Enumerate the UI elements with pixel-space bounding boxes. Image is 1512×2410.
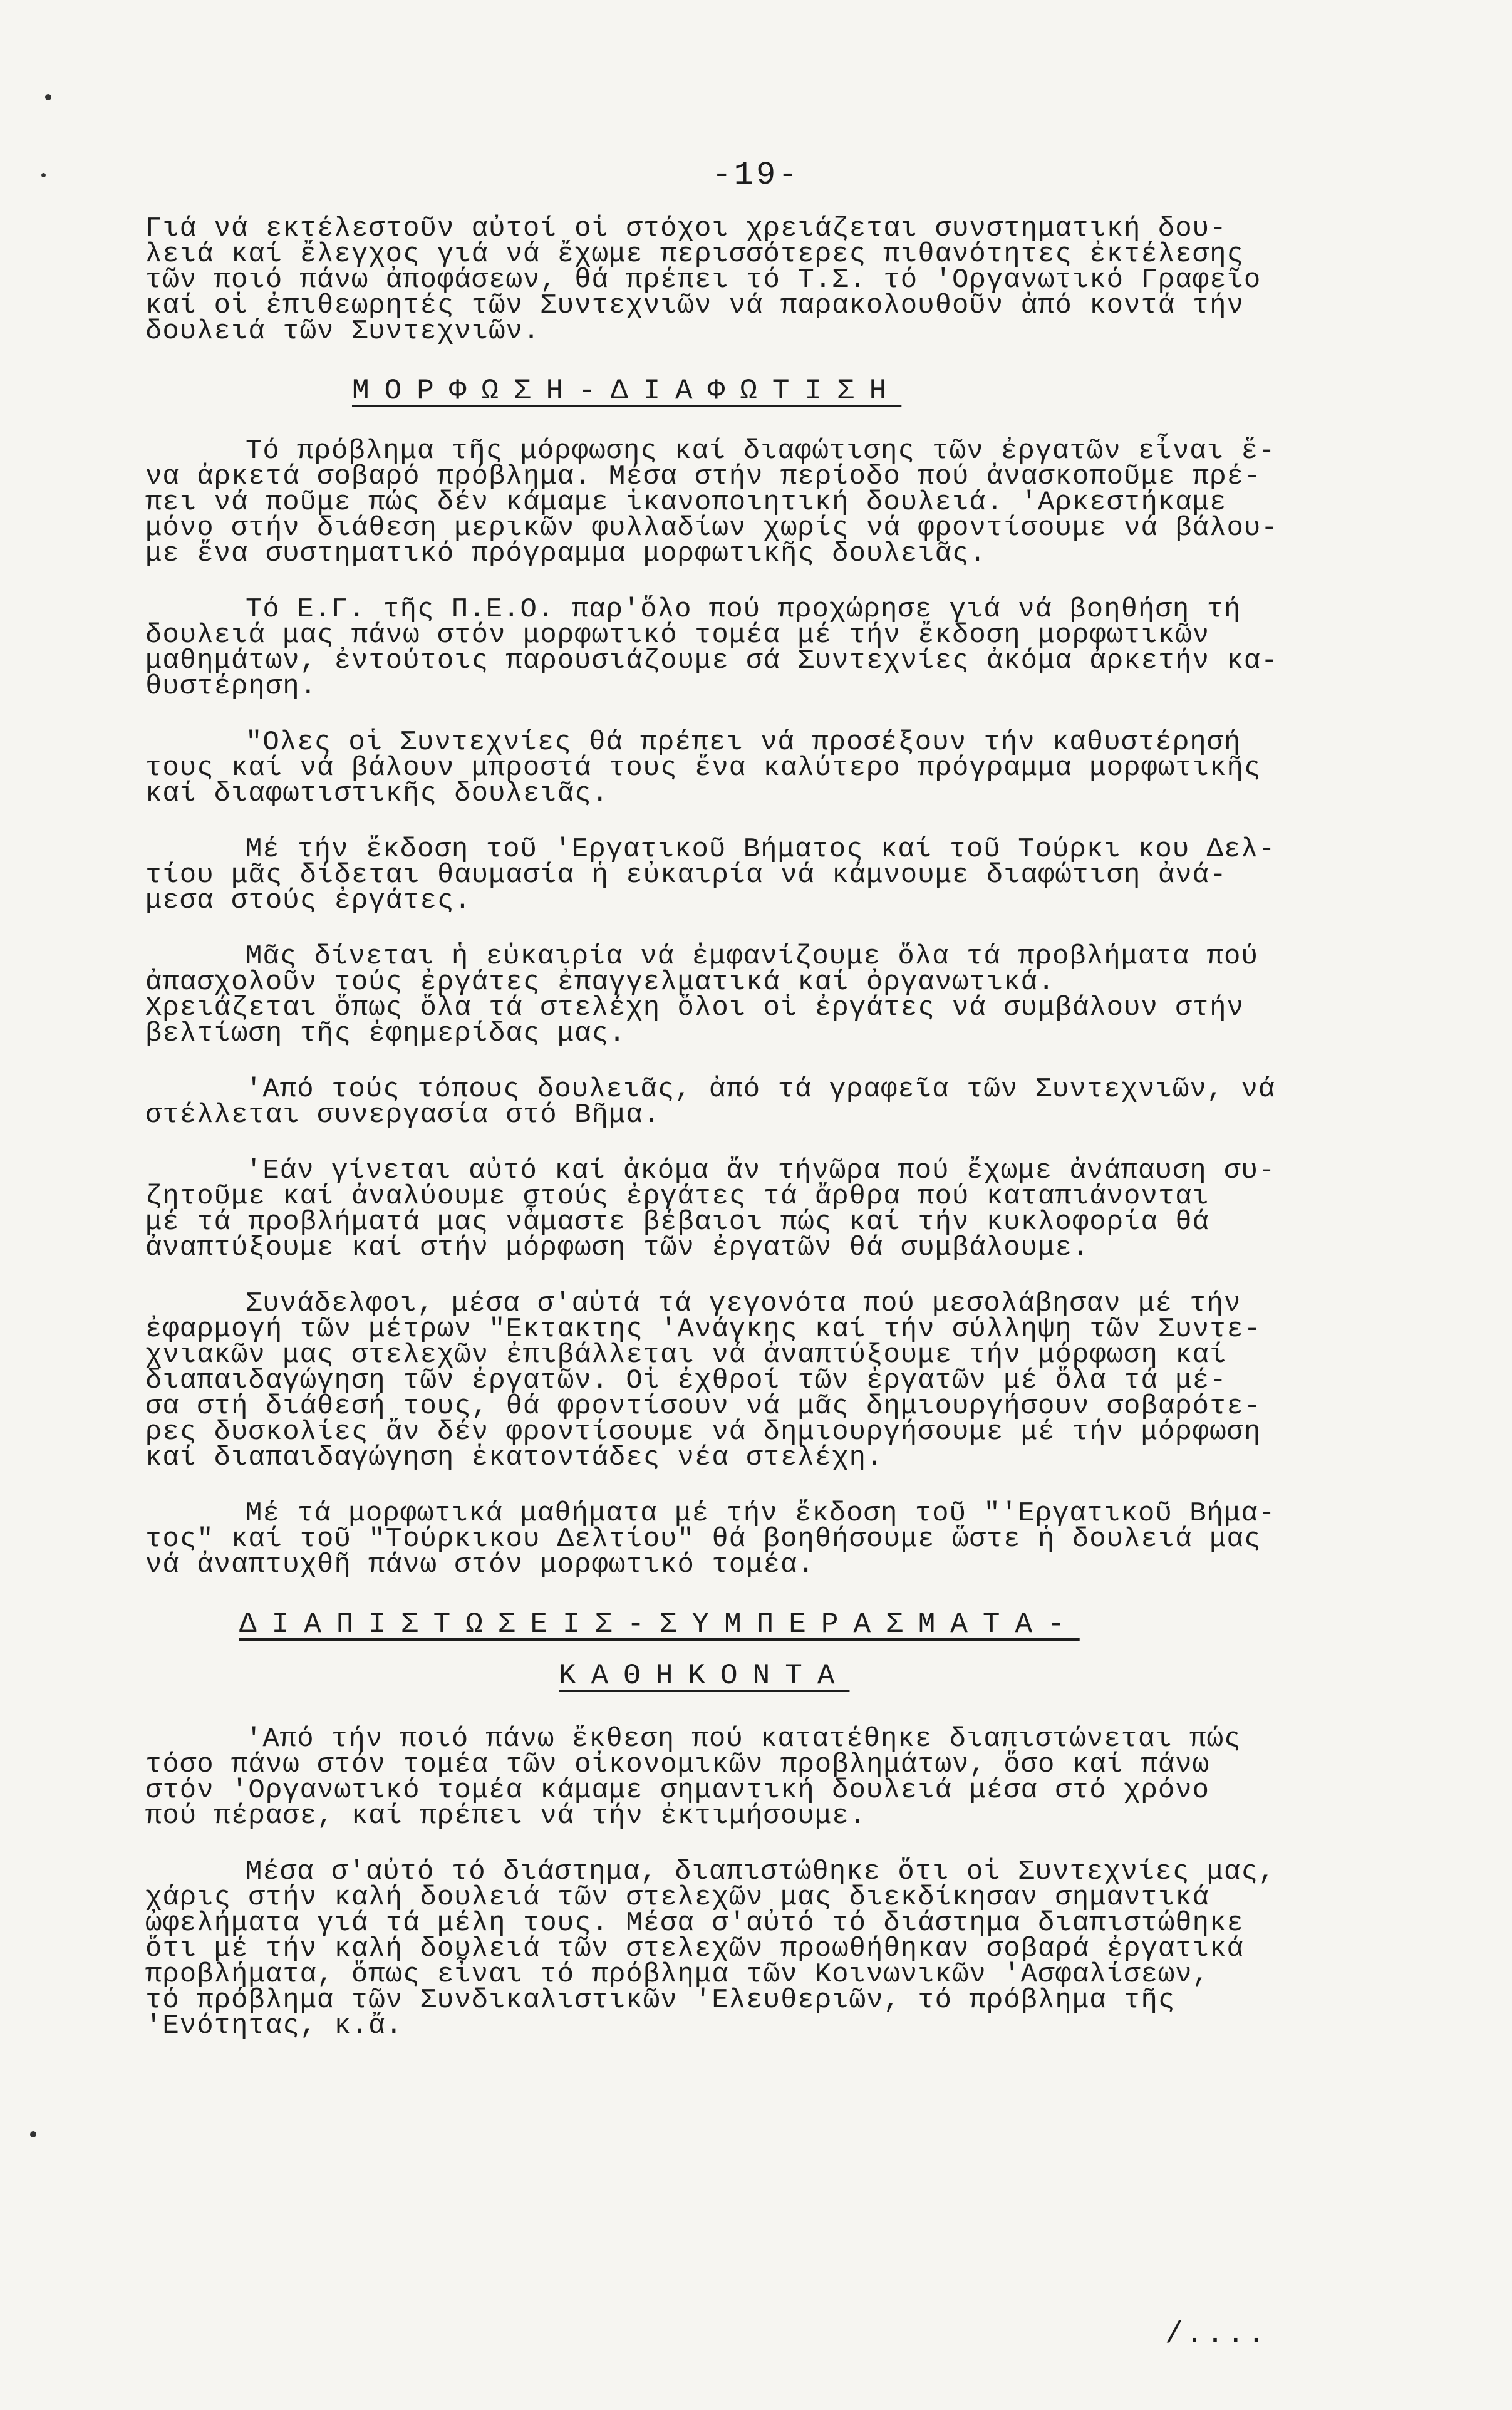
text-line: στέλλεται συνεργασία στό Βῆμα. (145, 1099, 661, 1131)
paragraph (145, 1723, 1398, 1832)
text-line: δουλειά μας πάνω στόν μορφωτικό τομέα μέ τήν ἔκδοση μορφωτικῶν (145, 620, 1210, 651)
text-line: ὅτι μέ τήν καλή δουλειά τῶν στελεχῶν προωθήθηκαν σοβαρά ἐργατικά (145, 1933, 1244, 1965)
text-line: Μέσα σ'αὐτό τό διάστημα, διαπιστώθηκε ὅτι οἱ Συντεχνίες μας, (246, 1856, 1276, 1888)
text-line: μέ τά προβλήματά μας νἆμαστε βέβαιοι πώς καί τήν κυκλοφορία θά (145, 1207, 1210, 1238)
page-number: -19- (712, 157, 800, 194)
text-line: νά ἀναπτυχθῆ πάνω στόν μορφωτικό τομέα. (145, 1549, 815, 1581)
text-line: βελτίωση τῆς ἐφημερίδας μας. (145, 1018, 626, 1049)
text-line: τος" καί τοῦ "Τούρκικου Δελτίου" θά βοηθήσουμε ὥστε ἡ δουλειά μας (145, 1524, 1261, 1555)
margin-dot (30, 2131, 36, 2137)
text-line: θυστέρηση. (145, 671, 318, 702)
text-line: τους καί νά βάλουν μπροστά τους ἕνα καλύτερο πρόγραμμα μορφωτικῆς (145, 752, 1261, 784)
text-line: Συνάδελφοι, μέσα σ'αὐτά τά γεγονότα πού μεσολάβησαν μέ τήν (246, 1288, 1241, 1319)
text-line: 'Από τήν ποιό πάνω ἔκθεση πού κατατέθηκε διαπιστώνεται πώς (246, 1723, 1241, 1755)
text-line: ρες δυσκολίες ἄν δέν φροντίσουμε νά δημιουργήσουμε μέ τήν μόρφωση (145, 1416, 1261, 1448)
text-line: μαθημάτων, ἐντούτοις παρουσιάζουμε σά Συντεχνίες ἀκόμα ἀρκετήν κα- (145, 645, 1278, 677)
text-line: Τό πρόβλημα τῆς μόρφωσης καί διαφώτισης τῶν ἐργατῶν εἶναι ἕ- (246, 435, 1276, 467)
paragraph (145, 941, 1398, 1049)
text-line: "Ολες οἱ Συντεχνίες θά πρέπει νά προσέξουν τήν καθυστέρησή (246, 727, 1241, 758)
text-line: Μέ τά μορφωτικά μαθήματα μέ τήν ἔκδοση τοῦ "'Εργατικοῦ Βήμα- (246, 1498, 1276, 1529)
text-line: χνιακῶν μας στελεχῶν ἐπιβάλλεται νά ἀναπτύξουμε τήν μόρφωση καί (145, 1339, 1227, 1371)
text-line: σα στή διάθεσή τους, θά φροντίσουν νά μᾶς δημιουργήσουν σοβαρότε- (145, 1391, 1261, 1422)
text-line: τό πρόβλημα τῶν Συνδικαλιστικῶν 'Ελευθεριῶν, τό πρόβλημα τῆς (145, 1985, 1176, 2016)
text-line: τῶν ποιό πάνω ἀποφάσεων, θά πρέπει τό Τ.Σ. τό 'Οργανωτικό Γραφεῖο (145, 264, 1261, 296)
section-heading: ΜΟΡΦΩΣΗ-ΔΙΑΦΩΤΙΣΗ (352, 375, 902, 407)
text-line: 'Εάν γίνεται αὐτό καί ἀκόμα ἄν τήνῶρα πού ἔχωμε ἀνάπαυση συ- (246, 1155, 1276, 1187)
document-body (145, 213, 1398, 2069)
paragraph (145, 435, 1398, 569)
text-line: 'Από τούς τόπους δουλειᾶς, ἀπό τά γραφεῖα τῶν Συντεχνιῶν, νά (246, 1074, 1276, 1105)
text-line: καί διαπαιδαγώγηση ἑκατοντάδες νέα στελέχη. (145, 1442, 884, 1473)
text-line: στόν 'Οργανωτικό τομέα κάμαμε σημαντική δουλειά μέσα στό χρόνο (145, 1775, 1210, 1806)
text-line: ἐφαρμογή τῶν μέτρων "Εκτακτης 'Ανάγκης καί τήν σύλληψη τῶν Συντε- (145, 1314, 1261, 1345)
text-line: λειά καί ἔλεγχος γιά νά ἔχωμε περισσότερες πιθανότητες ἐκτέλεσης (145, 239, 1244, 270)
section-heading: ΚΑΘΗΚΟΝΤΑ (559, 1659, 850, 1692)
paragraph (145, 1288, 1398, 1473)
paragraph (145, 213, 1398, 347)
text-line: ὠφελήματα γιά τά μέλη τους. Μέσα σ'αὐτό τό διάστημα διαπιστώθηκε (145, 1908, 1244, 1939)
paragraph (145, 1074, 1398, 1131)
text-line: ἀπασχολοῦν τούς ἐργάτες ἐπαγγελματικά καί ὀργανωτικά. (145, 967, 1055, 998)
text-line: διαπαιδαγώγηση τῶν ἐργατῶν. Οἱ ἐχθροί τῶν ἐργατῶν μέ ὅλα τά μέ- (145, 1365, 1227, 1396)
text-line: τίου μᾶς δίδεται θαυμασία ἡ εὐκαιρία νά κάμνουμε διαφώτιση ἀνά- (145, 860, 1227, 891)
section-heading: ΔΙΑΠΙΣΤΩΣΕΙΣ-ΣΥΜΠΕΡΑΣΜΑΤΑ- (239, 1608, 1080, 1641)
text-line: μεσα στούς ἐργάτες. (145, 885, 472, 917)
margin-dot (45, 94, 51, 100)
paragraph (145, 1498, 1398, 1581)
margin-dot (41, 173, 46, 177)
text-line: 'Ενότητας, κ.ἄ. (145, 2010, 403, 2042)
text-line: Τό Ε.Γ. τῆς Π.Ε.Ο. παρ'ὅλο πού προχώρησε γιά νά βοηθήση τή (246, 594, 1241, 625)
paragraph (145, 1856, 1398, 2042)
continuation-mark: /.... (1165, 2318, 1268, 2352)
text-line: ἀναπτύξουμε καί στήν μόρφωση τῶν ἐργατῶν θά συμβάλουμε. (145, 1232, 1090, 1264)
paragraph (145, 727, 1398, 809)
paragraph (145, 834, 1398, 917)
text-line: Μᾶς δίνεται ἡ εὐκαιρία νά ἐμφανίζουμε ὅλα τά προβλήματα πού (246, 941, 1258, 972)
paragraph (145, 1155, 1398, 1264)
text-line: ζητοῦμε καί ἀναλύουμε στούς ἐργάτες τά ἄρθρα πού καταπιάνονται (145, 1181, 1210, 1212)
text-line: Γιά νά εκτέλεστοῦν αὐτοί οἱ στόχοι χρειάζεται συνστηματική δου- (145, 213, 1227, 244)
text-line: πει νά ποῦμε πώς δέν κάμαμε ἱκανοποιητική δουλειά. 'Αρκεστήκαμε (145, 487, 1227, 518)
text-line: δουλειά τῶν Συντεχνιῶν. (145, 316, 541, 347)
text-line: να ἀρκετά σοβαρό πρόβλημα. Μέσα στήν περίοδο πού ἀνασκοποῦμε πρέ- (145, 461, 1261, 492)
text-line: πού πέρασε, καί πρέπει νά τήν ἐκτιμήσουμε. (145, 1800, 866, 1832)
text-line: με ἕνα συστηματικό πρόγραμμα μορφωτικῆς δουλειᾶς. (145, 538, 986, 569)
text-line: Μέ τήν ἔκδοση τοῦ 'Εργατικοῦ Βήματος καί τοῦ Τούρκι κου Δελ- (246, 834, 1276, 865)
text-line: καί οἱ ἐπιθεωρητές τῶν Συντεχνιῶν νά παρακολουθοῦν ἀπό κοντά τήν (145, 290, 1244, 321)
text-line: τόσο πάνω στόν τομέα τῶν οἰκονομικῶν προβλημάτων, ὅσο καί πάνω (145, 1749, 1210, 1780)
text-line: προβλήματα, ὅπως εἶναι τό πρόβλημα τῶν Κοινωνικῶν 'Ασφαλίσεων, (145, 1959, 1210, 1990)
text-line: χάρις στήν καλή δουλειά τῶν στελεχῶν μας διεκδίκησαν σημαντικά (145, 1882, 1210, 1913)
paragraph (145, 594, 1398, 702)
text-line: καί διαφωτιστικῆς δουλειᾶς. (145, 778, 609, 809)
text-line: Χρειάζεται ὅπως ὅλα τά στελέχη ὅλοι οἱ ἐργάτες νά συμβάλουν στήν (145, 992, 1244, 1024)
text-line: μόνο στήν διάθεση μερικῶν φυλλαδίων χωρίς νά φροντίσουμε νά βάλου- (145, 512, 1278, 544)
